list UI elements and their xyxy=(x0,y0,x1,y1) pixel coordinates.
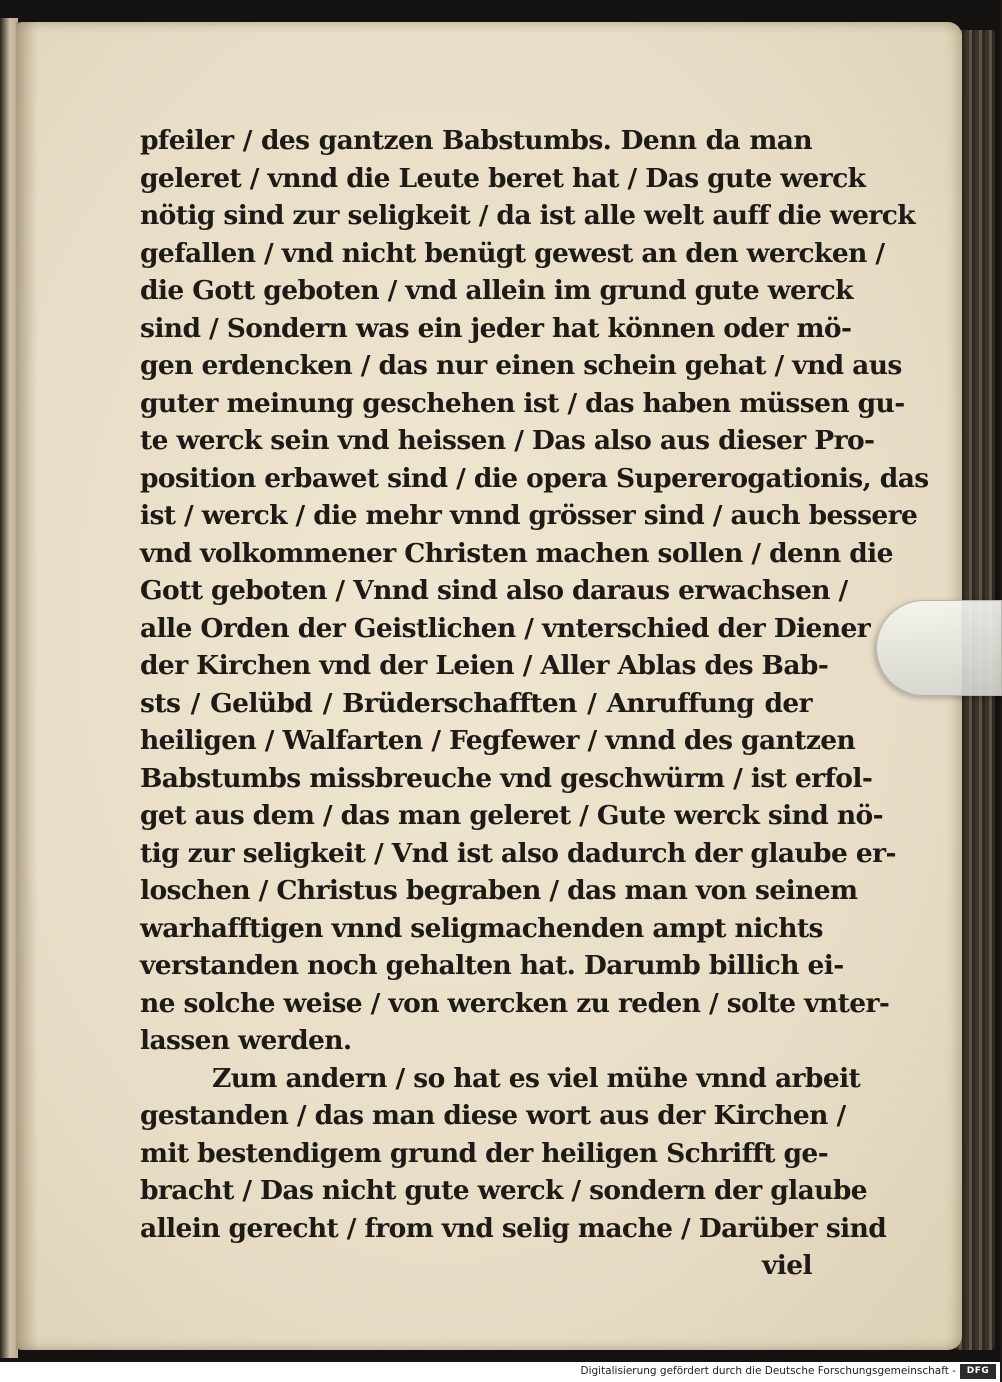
page-gutter-shadow xyxy=(16,22,38,1350)
paragraph-start-line: Zum andern / so hat es viel mühe vnnd arbeit xyxy=(212,1062,861,1094)
footer-bar xyxy=(0,1362,1000,1382)
text-line: bracht / Das nicht gute werck / sondern der glaube xyxy=(140,1175,868,1206)
text-line: geleret / vnnd die Leute beret hat / Das gute werck xyxy=(140,162,866,194)
text-line: ist / werck / die mehr vnnd grösser sind / auch bessere xyxy=(140,500,918,531)
text-line: pfeiler / des gantzen Babstumbs. Denn da man xyxy=(140,125,812,156)
funding-credit: Digitalisierung gefördert durch die Deutsche Forschungsgemeinschaft - xyxy=(580,1365,956,1377)
text-line: vnd volkommener Christen machen sollen / denn die xyxy=(140,537,893,569)
text-line: sts / Gelübd / Brüderschafften / Anruffung der xyxy=(140,687,812,719)
text-line: allein gerecht / from vnd selig mache / Darüber sind xyxy=(140,1212,887,1244)
text-line: position erbawet sind / die opera Supererogationis, das xyxy=(140,462,929,494)
page-clip xyxy=(876,600,1002,696)
text-line: sind / Sondern was ein jeder hat können oder mö- xyxy=(140,312,852,344)
page-text xyxy=(140,122,929,1285)
text-line: warhafftigen vnnd seligmachenden ampt nichts xyxy=(140,912,823,944)
text-line: die Gott geboten / vnd allein im grund gute werck xyxy=(140,275,853,306)
text-line: te werck sein vnd heissen / Das also aus dieser Pro- xyxy=(140,425,875,456)
text-line: lassen werden. xyxy=(140,1025,352,1056)
text-line: tig zur seligkeit / Vnd ist also dadurch der glaube er- xyxy=(140,837,896,869)
catchword: viel xyxy=(762,1250,812,1281)
text-line: guter meinung geschehen ist / das haben müssen gu- xyxy=(140,387,905,419)
text-line: gefallen / vnd nicht benügt gewest an den wercken / xyxy=(140,237,885,269)
text-line: der Kirchen vnd der Leien / Aller Ablas des Bab- xyxy=(140,650,829,681)
text-line: heiligen / Walfarten / Fegfewer / vnnd des gantzen xyxy=(140,725,856,756)
text-line: gen erdencken / das nur einen schein gehat / vnd aus xyxy=(140,350,902,381)
text-line: Babstumbs missbreuche vnd geschwürm / ist erfol- xyxy=(140,762,873,794)
text-line: loschen / Christus begraben / das man von seinem xyxy=(140,875,858,906)
text-line: get aus dem / das man geleret / Gute werck sind nö- xyxy=(140,800,883,831)
text-line: alle Orden der Geistlichen / vnterschied der Diener xyxy=(140,612,871,644)
text-line: ne solche weise / von wercken zu reden / solte vnter- xyxy=(140,987,890,1019)
text-line: gestanden / das man diese wort aus der Kirchen / xyxy=(140,1100,846,1131)
dfg-logo: DFG xyxy=(960,1364,996,1379)
text-line: nötig sind zur seligkeit / da ist alle welt auff die werck xyxy=(140,200,916,231)
text-line: verstanden noch gehalten hat. Darumb billich ei- xyxy=(140,950,844,981)
text-line: Gott geboten / Vnnd sind also daraus erwachsen / xyxy=(140,575,848,606)
text-line: mit bestendigem grund der heiligen Schrifft ge- xyxy=(140,1137,829,1169)
